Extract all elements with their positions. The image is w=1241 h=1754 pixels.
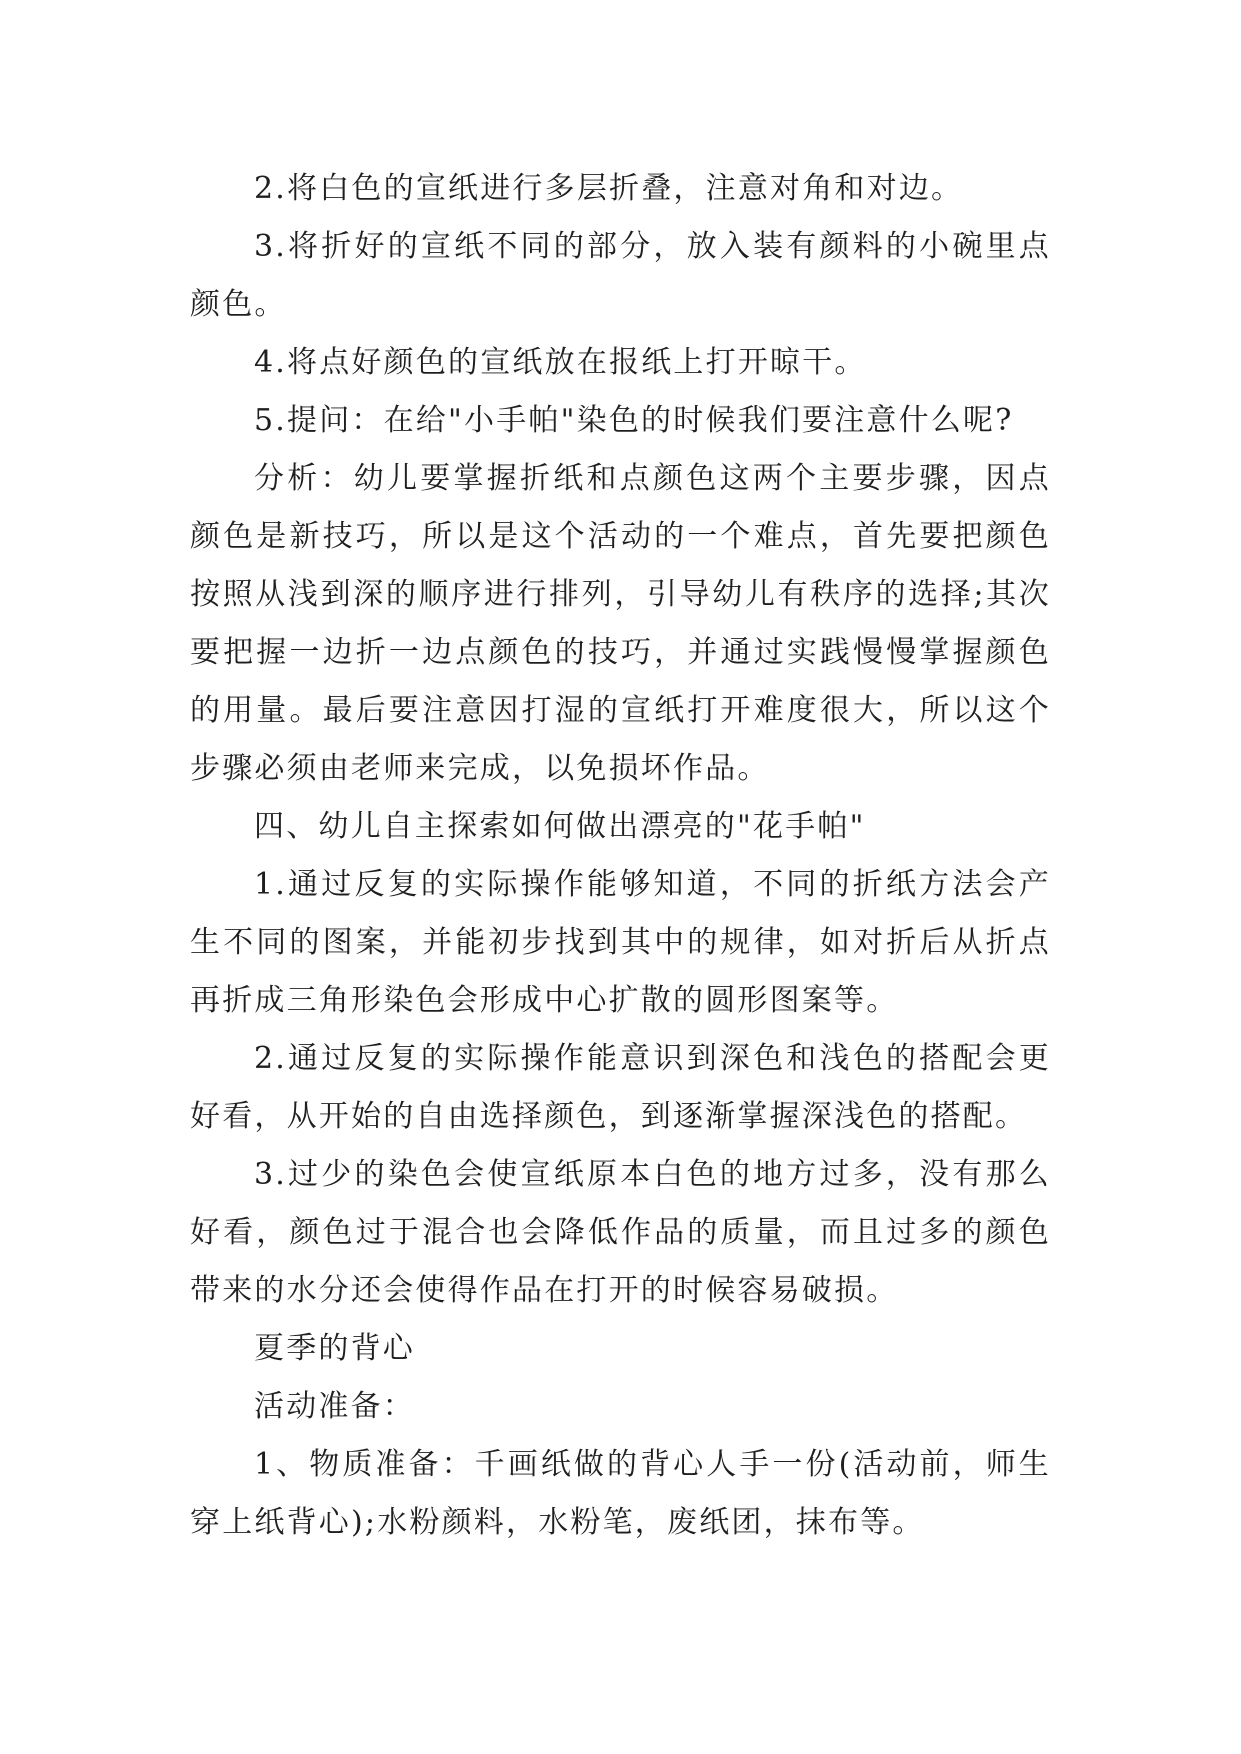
paragraph-point-2: 2.通过反复的实际操作能意识到深色和浅色的搭配会更好看，从开始的自由选择颜色，到逐渐掌握深浅色的搭配。 <box>190 1041 1051 1134</box>
document-body <box>190 160 1051 1552</box>
paragraph-step-2: 2.将白色的宣纸进行多层折叠，注意对角和对边。 <box>254 171 964 206</box>
paragraph-step-3: 3.将折好的宣纸不同的部分，放入装有颜料的小碗里点颜色。 <box>190 229 1051 322</box>
paragraph-material-preparation: 1、物质准备：千画纸做的背心人手一份(活动前，师生穿上纸背心);水粉颜料，水粉笔，废纸团，抹布等。 <box>190 1447 1051 1540</box>
activity-preparation-heading: 活动准备： <box>254 1389 415 1424</box>
paragraph-point-1: 1.通过反复的实际操作能够知道，不同的折纸方法会产生不同的图案，并能初步找到其中的规律，如对折后从折点再折成三角形染色会形成中心扩散的圆形图案等。 <box>190 867 1051 1018</box>
activity-title: 夏季的背心 <box>254 1331 415 1366</box>
paragraph-point-3: 3.过少的染色会使宣纸原本白色的地方过多，没有那么好看，颜色过于混合也会降低作品的质量，而且过多的颜色带来的水分还会使得作品在打开的时候容易破损。 <box>190 1157 1051 1308</box>
paragraph-step-4: 4.将点好颜色的宣纸放在报纸上打开晾干。 <box>254 345 867 380</box>
paragraph-analysis: 分析：幼儿要掌握折纸和点颜色这两个主要步骤，因点颜色是新技巧，所以是这个活动的一个难点，首先要把颜色按照从浅到深的顺序进行排列，引导幼儿有秩序的选择;其次要把握一边折一边点颜色的技巧，并通过实践慢慢掌握颜色的用量。最后要注意因打湿的宣纸打开难度很大，所以这个步骤必须由老师来完成，以免损坏作品。 <box>190 461 1051 786</box>
paragraph-step-5-question: 5.提问：在给"小手帕"染色的时候我们要注意什么呢? <box>254 403 1014 438</box>
section-heading-4: 四、幼儿自主探索如何做出漂亮的"花手帕" <box>254 809 866 844</box>
